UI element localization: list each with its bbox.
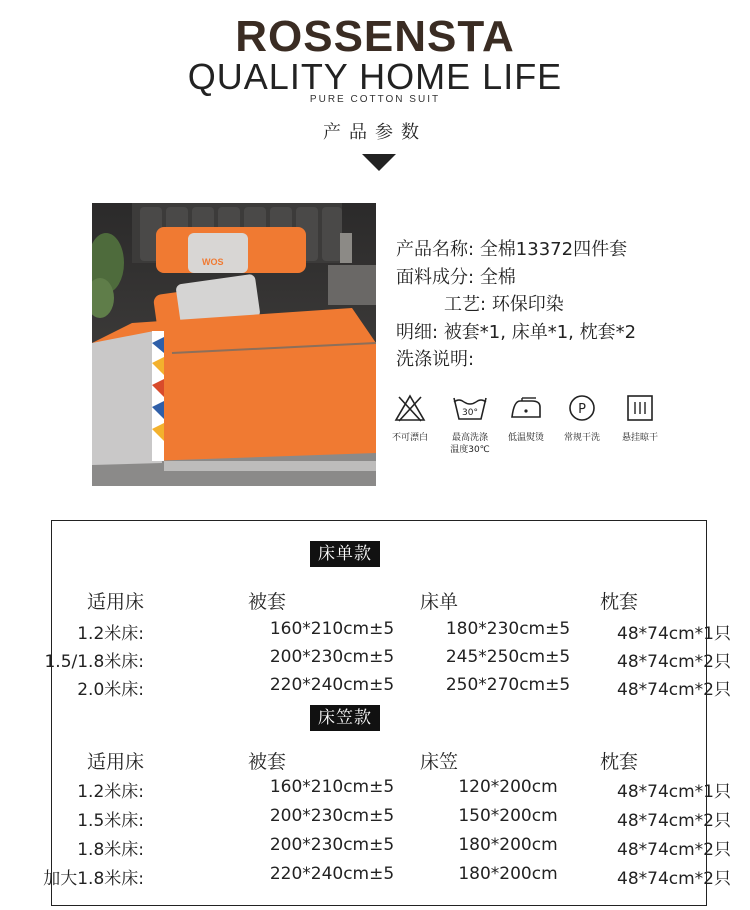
care-label: 最高洗涤 [451, 433, 488, 443]
table-cell: 48*74cm*2只 [617, 680, 731, 700]
table-cell: 1.5/1.8米床: [44, 652, 144, 672]
table-cell: 48*74cm*2只 [617, 869, 731, 889]
wash-temp-text: 30° [462, 408, 478, 418]
brand-tagline: QUALITY HOME LIFE [187, 56, 563, 97]
table-cell: 加大1.8米床: [43, 869, 144, 889]
table-cell: 180*200cm [458, 864, 558, 884]
table-cell: 250*270cm±5 [445, 675, 571, 695]
param-name-row [396, 236, 636, 264]
table-cell: 160*210cm±5 [269, 619, 395, 639]
table-header: 被套 [248, 751, 287, 773]
care-item [440, 393, 500, 456]
care-item [380, 393, 440, 444]
product-photo [92, 203, 376, 486]
sheet-section-title: 床单款 [310, 541, 380, 567]
dry-clean-letter: P [578, 402, 586, 417]
table-header: 枕套 [600, 751, 639, 773]
wash-30-icon [451, 393, 489, 423]
table-header: 适用床 [86, 751, 144, 773]
param-craft-row [396, 291, 636, 319]
param-craft-label: 工艺: [444, 294, 487, 316]
section-title: 产品参数 [323, 122, 427, 143]
care-label: 常规干洗 [563, 433, 600, 443]
table-cell: 200*230cm±5 [269, 647, 395, 667]
table-header: 床单 [420, 591, 459, 613]
size-table-box [43, 520, 731, 906]
table-cell: 120*200cm [458, 777, 558, 797]
care-label: 低温熨烫 [507, 433, 544, 443]
care-item [610, 393, 670, 444]
care-item [552, 393, 612, 444]
table-cell: 1.2米床: [77, 624, 144, 644]
table-cell: 220*240cm±5 [269, 675, 395, 695]
table-cell: 48*74cm*2只 [617, 811, 731, 831]
brand-subtitle: PURE COTTON SUIT [309, 94, 441, 105]
table-header: 适用床 [86, 591, 144, 613]
table-cell: 48*74cm*1只 [617, 624, 731, 644]
param-fabric-value: 全棉 [479, 266, 516, 288]
care-label-2: 温度30℃ [450, 445, 490, 455]
param-wash-row [396, 346, 636, 374]
table-cell: 245*250cm±5 [445, 647, 571, 667]
table-cell: 48*74cm*2只 [617, 840, 731, 860]
table-cell: 48*74cm*2只 [617, 652, 731, 672]
iron-low-icon [508, 393, 544, 423]
care-label: 不可漂白 [391, 433, 428, 443]
table-cell: 200*230cm±5 [269, 835, 395, 855]
table-cell: 200*230cm±5 [269, 806, 395, 826]
param-name-label: 产品名称: [396, 239, 475, 260]
table-cell: 1.8米床: [77, 840, 144, 860]
table-cell: 180*200cm [458, 835, 558, 855]
param-fabric-row [396, 264, 636, 292]
table-cell: 150*200cm [458, 806, 558, 826]
param-name-value: 全棉13372四件套 [479, 239, 628, 260]
param-detail-value: 被套*1, 床单*1, 枕套*2 [443, 321, 637, 343]
table-header: 床笠 [420, 751, 459, 773]
product-params [396, 236, 636, 374]
table-cell: 1.5米床: [77, 811, 144, 831]
param-fabric-label: 面料成分: [396, 266, 475, 288]
param-craft-value: 环保印染 [491, 294, 564, 316]
brand-title: ROSSENSTA [235, 12, 515, 61]
table-cell: 160*210cm±5 [269, 777, 395, 797]
param-detail-label: 明细: [396, 321, 439, 343]
table-cell: 2.0米床: [77, 680, 144, 700]
param-detail-row [396, 319, 636, 347]
table-header: 枕套 [600, 591, 639, 613]
table-cell: 48*74cm*1只 [617, 782, 731, 802]
table-header: 被套 [248, 591, 287, 613]
dry-clean-p-icon [566, 393, 598, 423]
care-label: 悬挂晾干 [621, 433, 658, 443]
no-bleach-icon [393, 393, 427, 423]
param-wash-label: 洗涤说明: [396, 349, 475, 371]
down-arrow-icon [362, 154, 396, 171]
table-cell: 180*230cm±5 [445, 619, 571, 639]
fitted-section-title: 床笠款 [310, 705, 380, 731]
care-item [496, 393, 556, 444]
table-cell: 1.2米床: [77, 782, 144, 802]
hang-dry-icon [624, 393, 656, 423]
table-cell: 220*240cm±5 [269, 864, 395, 884]
pillow-logo: WOS [202, 257, 224, 267]
